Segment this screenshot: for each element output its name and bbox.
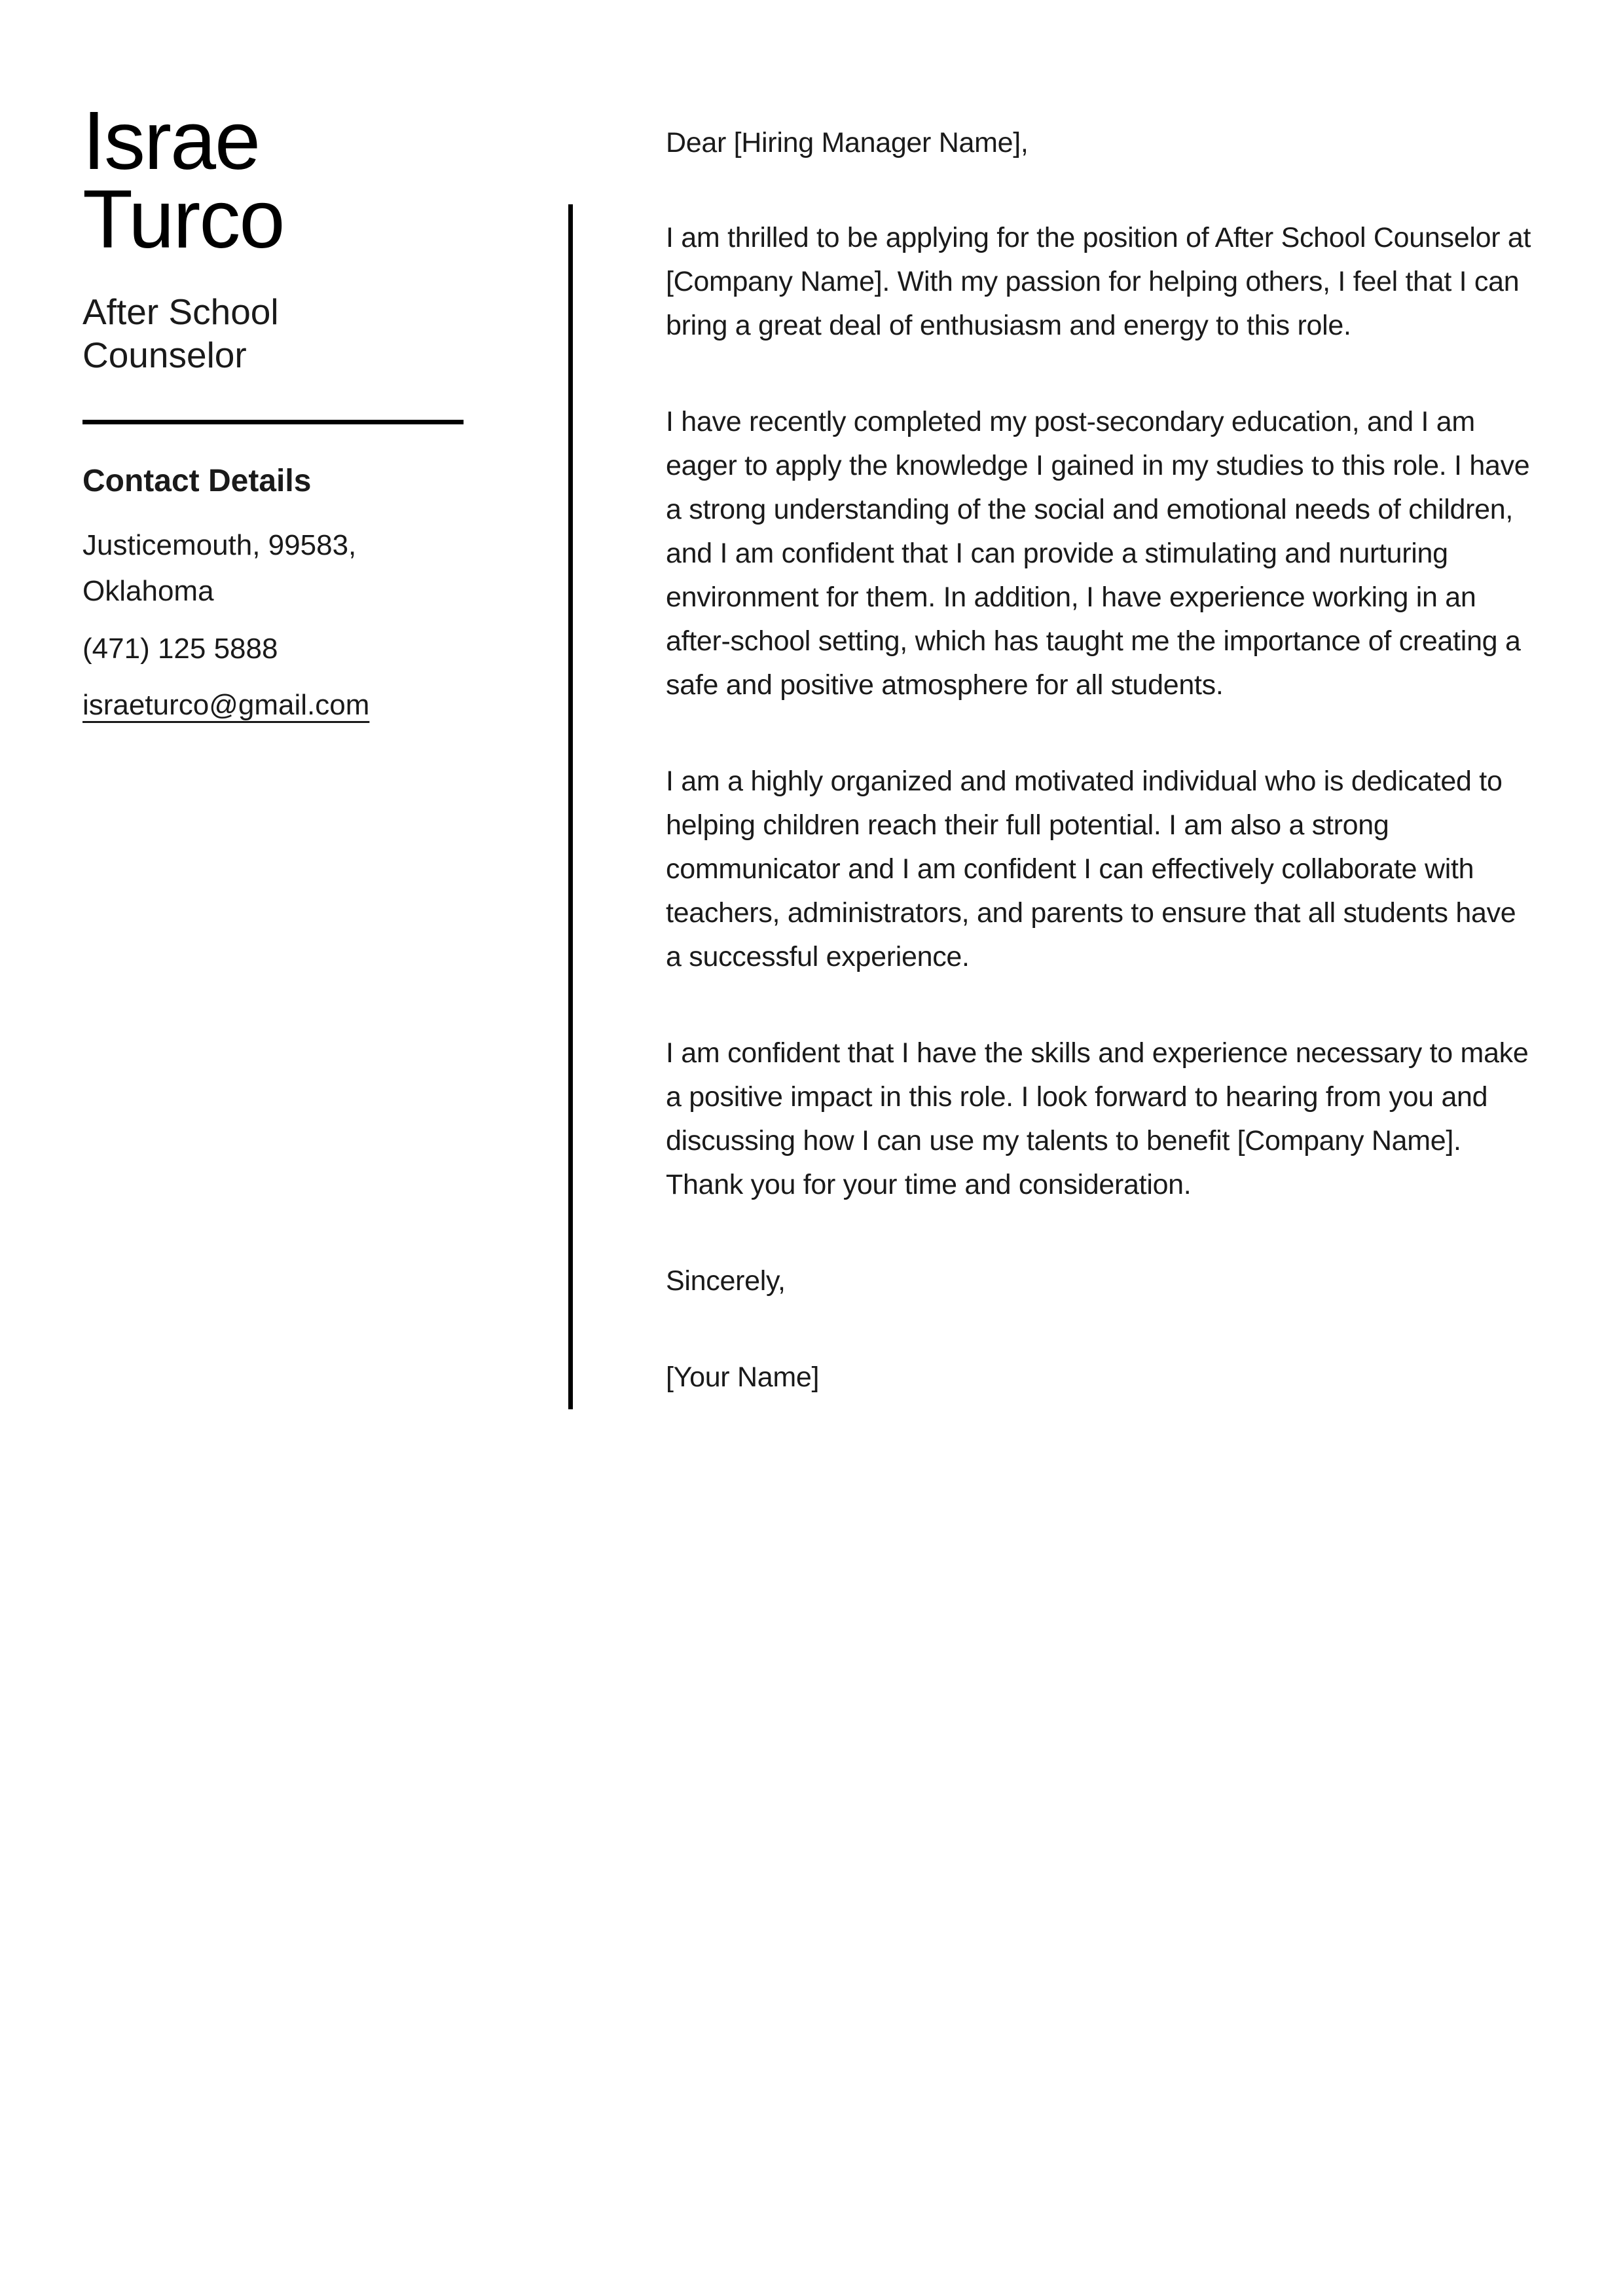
- contact-details-heading: Contact Details: [82, 464, 312, 498]
- signature-placeholder: [Your Name]: [666, 1361, 820, 1393]
- contact-phone: (471) 125 5888: [82, 633, 278, 665]
- candidate-name: Israe Turco: [82, 94, 284, 265]
- sidebar: [82, 94, 464, 728]
- letter-column: [568, 121, 1537, 1409]
- letter-paragraph: I have recently completed my post-secondary education, and I am eager to apply the knowledge I gained in my studies to this role. I have a strong understanding of the social and emotional needs of children, and I am confident that I can provide a stimulating and nurturing environment for them. In addition, I have experience working in an after-school setting, which has taught me the importance of creating a safe and positive atmosphere for all students.: [666, 406, 1530, 701]
- sidebar-divider: [82, 420, 464, 424]
- contact-email-link[interactable]: israeturco@gmail.com: [82, 689, 370, 721]
- closing-salutation: Sincerely,: [666, 1265, 786, 1297]
- letter-paragraph: I am a highly organized and motivated individual who is dedicated to helping children reach their full potential. I am also a strong communicator and I am confident I can effectively collaborate with teachers, administrators, and parents to ensure that all students have a successful experience.: [666, 766, 1516, 972]
- job-title: After School Counselor: [82, 291, 279, 375]
- salutation: Dear [Hiring Manager Name],: [666, 127, 1029, 158]
- letter-paragraph: I am confident that I have the skills and experience necessary to make a positive impact in this role. I look forward to hearing from you and discussing how I can use my talents to benefit [Company Name]. Thank you for your time and consideration.: [666, 1037, 1529, 1200]
- letter-body: [568, 204, 1537, 1409]
- letter-paragraph: I am thrilled to be applying for the position of After School Counselor at [Company Name]. With my passion for helping others, I feel that I can bring a great deal of enthusiasm and energy to this role.: [666, 222, 1531, 341]
- contact-address: Justicemouth, 99583, Oklahoma: [82, 529, 357, 607]
